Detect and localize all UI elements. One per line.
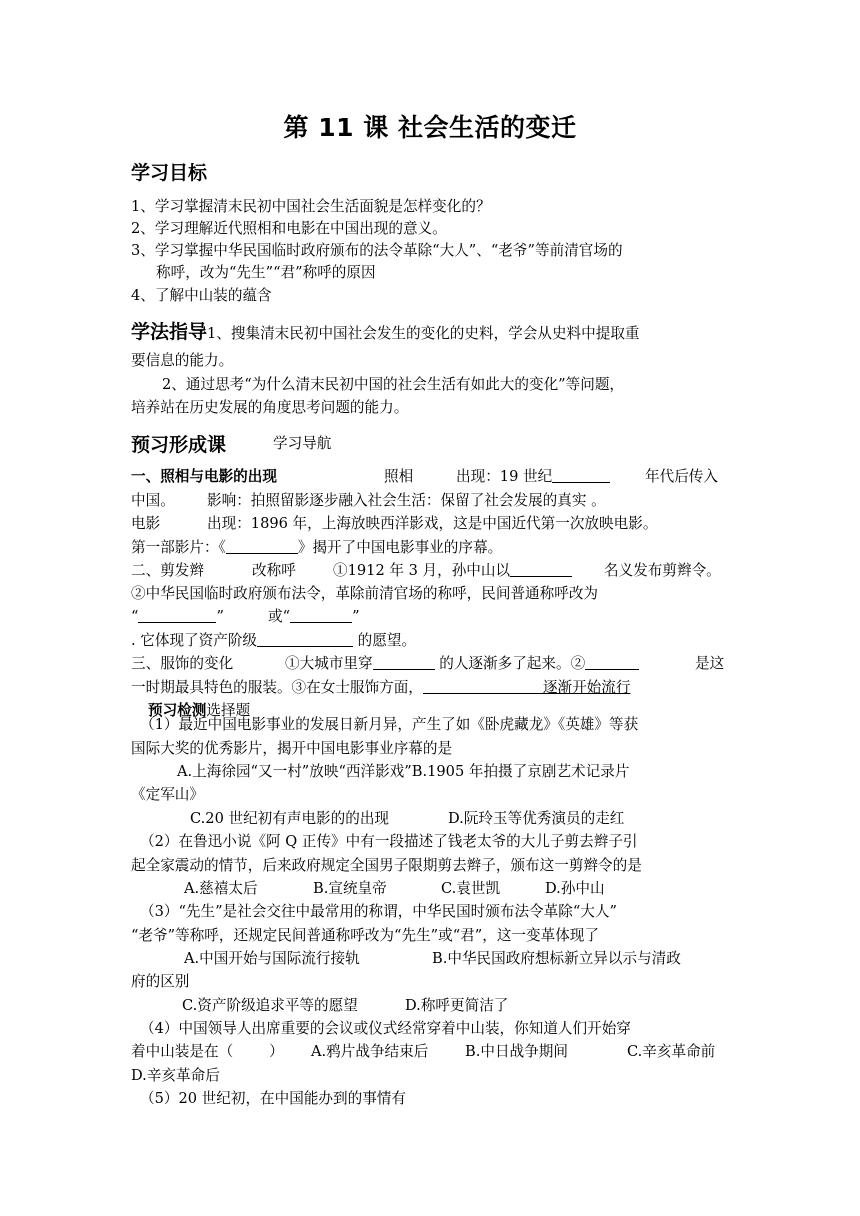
address-decree-line: ②中华民国临时政府颁布法令，革除前清官场的称呼，民间普通称呼改为: [131, 585, 599, 602]
answer-blank[interactable]: [138, 607, 216, 623]
section-clothing: 三、服饰的变化: [131, 655, 234, 672]
methods-heading: 学法指导: [131, 321, 208, 343]
section-photo-film: 一、照相与电影的出现: [131, 468, 277, 485]
objectives-heading: 学习目标: [131, 162, 208, 184]
q2-stem: 起全家震动的情节，后来政府规定全国男子限期剪去辫子，颁布这一剪辫令的是: [131, 857, 642, 874]
quiz-heading-line: 预习检测选择题: [148, 702, 251, 719]
answer-blank[interactable]: [423, 678, 543, 694]
methods-line: 要信息的能力。: [131, 352, 234, 369]
section-queue: 二、剪发辫: [131, 562, 204, 579]
q3-option-b-cont: 府的区别: [131, 973, 190, 990]
q1-option-c[interactable]: C.20 世纪初有声电影的的出现: [190, 810, 390, 827]
page-title: 第 11 课 社会生活的变迁: [283, 113, 577, 142]
q2-option-a[interactable]: A.慈禧太后: [184, 880, 258, 897]
first-film-line: 第一部影片：《 》揭开了中国电影事业的序幕。: [131, 539, 503, 556]
photo-appearance: 出现：19 世纪: [456, 466, 610, 488]
queue-order-tail: 名义发布剪辫令。: [604, 562, 721, 579]
objective-item: 称呼，改为“先生”“君”称呼的原因: [156, 264, 376, 281]
section-address: 改称呼: [252, 562, 296, 579]
objective-item: 3、学习掌握中华民国临时政府颁布的法令革除“大人”、“老爷”等前清官场的: [131, 242, 623, 259]
preview-heading: 预习形成课: [131, 434, 227, 456]
answer-blank[interactable]: [226, 538, 298, 554]
clothing-line-tail: 是这: [695, 655, 725, 672]
q3-option-c[interactable]: C.资产阶级追求平等的愿望: [182, 997, 358, 1014]
address-blanks-line: “ ”: [131, 608, 224, 625]
methods-line: 2、通过思考“为什么清末民初中国的社会生活有如此大的变化”等问题，: [162, 376, 625, 393]
q4-option-d[interactable]: D.辛亥革命后: [131, 1067, 220, 1084]
film-appearance: 出现：1896 年，上海放映西洋影戏，这是中国近代第一次放映电影。: [207, 515, 658, 532]
q1-stem: 国际大奖的优秀影片，揭开中国电影事业序幕的是: [131, 740, 453, 757]
q3-option-b[interactable]: B.中华民国政府想标新立异以示与清政: [432, 950, 681, 967]
q4-option-b[interactable]: B.中日战争期间: [465, 1043, 568, 1060]
q4-option-c[interactable]: C.辛亥革命前: [627, 1043, 716, 1060]
photo-appearance-tail: 年代后传入: [645, 468, 718, 485]
q4-option-a[interactable]: A.鸦片战争结束后: [311, 1043, 429, 1060]
answer-blank[interactable]: [373, 654, 435, 670]
q3-option-d[interactable]: D.称呼更简洁了: [405, 997, 509, 1014]
answer-blank[interactable]: [585, 654, 639, 670]
answer-blank[interactable]: [552, 467, 610, 483]
objective-item: 4、了解中山装的蕴含: [131, 287, 272, 304]
q2-stem: （2）在鲁迅小说《阿 Q 正传》中有一段描述了钱老太爷的大儿子剪去辫子引: [140, 833, 638, 850]
q1-option: 《定军山》: [131, 786, 204, 803]
methods-line: 学法指导1、搜集清末民初中国社会发生的变化的史料，学会从史料中提取重: [131, 321, 640, 343]
photo-line: 中国。: [131, 492, 175, 509]
queue-order-line: ①1912 年 3 月，孙中山以: [333, 560, 572, 582]
photo-label: 照相: [384, 468, 414, 485]
clothing-line-2: 一时期最具特色的服装。③在女士服饰方面， 逐渐开始流行: [131, 679, 631, 696]
q5-stem: （5）20 世纪初，在中国能办到的事情有: [140, 1090, 406, 1107]
clothing-line: ①大城市里穿 的人逐渐多了起来。②: [285, 653, 639, 675]
answer-blank[interactable]: [257, 631, 353, 647]
answer-blank[interactable]: [290, 607, 352, 623]
q3-stem: “老爷”等称呼，还规定民间普通称呼改为“先生”或“君”，这一变革体现了: [131, 927, 599, 944]
q3-stem: （3）“先生”是社会交往中最常用的称谓，中华民国时颁布法令革除“大人”: [140, 903, 617, 920]
q2-option-b[interactable]: B.宣统皇帝: [313, 880, 387, 897]
q2-option-d[interactable]: D.孙中山: [545, 880, 605, 897]
methods-line: 培养站在历史发展的角度思考问题的能力。: [131, 399, 409, 416]
photo-impact: 影响：拍照留影逐步融入社会生活：保留了社会发展的真实 。: [207, 492, 606, 509]
q1-stem: （1）最近中国电影事业的发展日新月异，产生了如《卧虎藏龙》《英雄》等获: [140, 716, 639, 733]
q4-stem: （4）中国领导人出席重要的会议或仪式经常穿着中山装，你知道人们开始穿: [140, 1020, 631, 1037]
answer-blank[interactable]: [510, 561, 572, 577]
q3-option-a[interactable]: A.中国开始与国际流行接轨: [184, 950, 360, 967]
film-label: 电影: [131, 515, 161, 532]
q1-option-d[interactable]: D.阮玲玉等优秀演员的走红: [448, 810, 625, 827]
q2-option-c[interactable]: C.袁世凯: [441, 880, 501, 897]
q4-stem-line2: 着中山装是在（ ）: [131, 1043, 284, 1060]
objective-item: 1、学习掌握清末民初中国社会生活面貌是怎样变化的？: [131, 198, 491, 215]
preview-subheading: 学习导航: [273, 435, 332, 452]
bourgeois-wish-line: . 它体现了资产阶级 的愿望。: [131, 632, 417, 649]
objective-item: 2、学习理解近代照相和电影在中国出现的意义。: [131, 220, 447, 237]
q1-option[interactable]: A.上海徐园“又一村”放映“西洋影戏”B.1905 年拍摄了京剧艺术记录片: [177, 763, 630, 780]
address-blanks-line-2: 或“ ”: [268, 608, 360, 625]
